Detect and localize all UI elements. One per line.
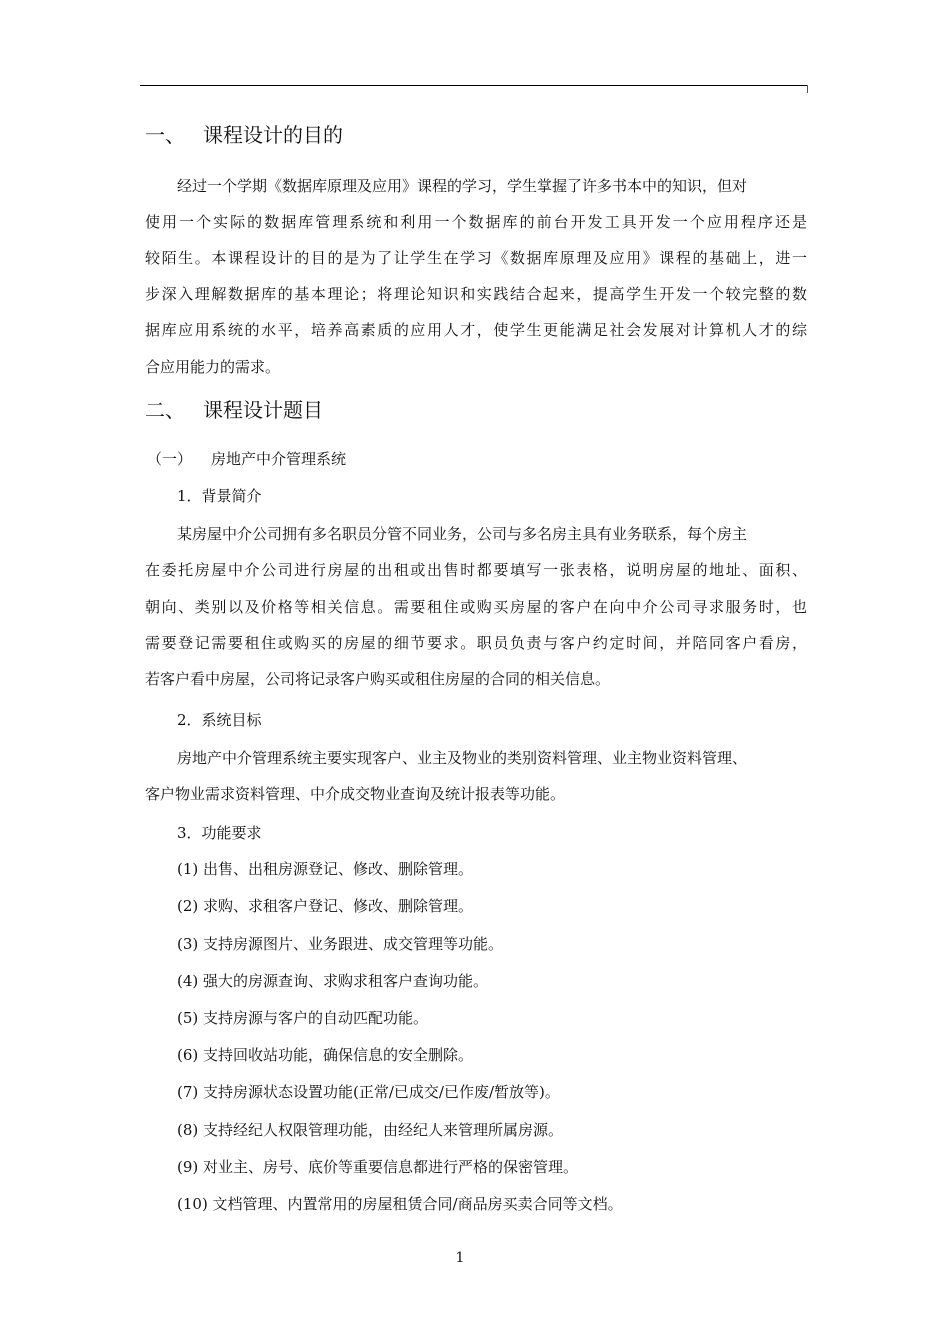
page-number: 1 [455,1250,465,1266]
section-1-number: 一、 [145,123,185,147]
section-2-heading [145,397,323,423]
section-1-line: 使用一个实际的数据库管理系统和利用一个数据库的前台开发工具开发一个应用程序还是 [145,213,807,231]
section-1-title: 课程设计的目的 [203,123,343,147]
section-1-line: 据库应用系统的水平，培养高素质的应用人才，使学生更能满足社会发展对计算机人才的综 [145,321,807,339]
requirement-item: (4) 强大的房源查询、求购求租客户查询功能。 [177,972,489,990]
goal-line: 客户物业需求资料管理、中介成交物业查询及统计报表等功能。 [145,785,566,803]
goal-heading: 2．系统目标 [177,711,262,729]
requirement-item: (6) 支持回收站功能，确保信息的安全删除。 [177,1046,474,1064]
section-1-line: 经过一个学期《数据库原理及应用》课程的学习，学生掌握了许多书本中的知识，但对 [177,177,748,195]
subsection-heading [147,448,346,469]
header-rule-tick [807,85,808,93]
section-1-line: 合应用能力的需求。 [145,358,281,376]
requirement-item: (7) 支持房源状态设置功能(正常/已成交/已作废/暂放等)。 [177,1083,560,1101]
subsection-title: 房地产中介管理系统 [211,450,347,468]
background-line: 需要登记需要租住或购买的房屋的细节要求。职员负责与客户约定时间，并陪同客户看房， [145,634,807,652]
section-1-heading [145,122,343,148]
goal-line: 房地产中介管理系统主要实现客户、业主及物业的类别资料管理、业主物业资料管理、 [177,749,748,767]
subsection-number: （一） [147,450,193,468]
section-1-line: 较陌生。本课程设计的目的是为了让学生在学习《数据库原理及应用》课程的基础上，进一 [145,249,807,267]
section-2-title: 课程设计题目 [203,398,323,422]
requirement-item: (1) 出售、出租房源登记、修改、删除管理。 [177,860,474,878]
background-heading: 1．背景简介 [177,487,262,505]
requirement-item: (10) 文档管理、内置常用的房屋租赁合同/商品房买卖合同等文档。 [177,1195,623,1213]
background-line: 若客户看中房屋，公司将记录客户购买或租住房屋的合同的相关信息。 [145,670,611,688]
requirement-item: (9) 对业主、房号、底价等重要信息都进行严格的保密管理。 [177,1158,579,1176]
header-rule [140,85,808,86]
background-line: 某房屋中介公司拥有多名职员分管不同业务，公司与多名房主具有业务联系，每个房主 [177,525,748,543]
background-line: 在委托房屋中介公司进行房屋的出租或出售时都要填写一张表格，说明房屋的地址、面积、 [145,561,807,579]
requirement-item: (8) 支持经纪人权限管理功能，由经纪人来管理所属房源。 [177,1121,564,1139]
requirement-item: (2) 求购、求租客户登记、修改、删除管理。 [177,897,474,915]
section-2-number: 二、 [145,398,185,422]
requirements-heading: 3．功能要求 [177,824,262,842]
background-line: 朝向、类别以及价格等相关信息。需要租住或购买房屋的客户在向中介公司寻求服务时，也 [145,598,807,616]
section-1-line: 步深入理解数据库的基本理论；将理论知识和实践结合起来，提高学生开发一个较完整的数 [145,285,807,303]
requirement-item: (5) 支持房源与客户的自动匹配功能。 [177,1009,429,1027]
requirement-item: (3) 支持房源图片、业务跟进、成交管理等功能。 [177,935,504,953]
